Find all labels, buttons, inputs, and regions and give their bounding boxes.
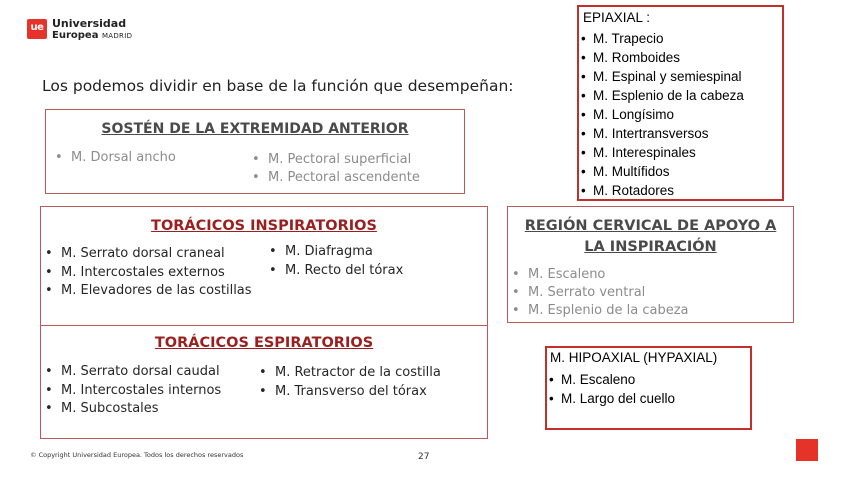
epiaxial-list bbox=[581, 29, 744, 200]
list-item: • M. Serrato ventral bbox=[508, 284, 689, 302]
list-item: • M. Retractor de la costilla bbox=[255, 364, 441, 383]
logo-name-line2 bbox=[52, 30, 132, 41]
support-forelimb-title: SOSTÉN DE LA EXTREMIDAD ANTERIOR bbox=[101, 121, 409, 137]
logo-name-line1: Universidad bbox=[52, 17, 127, 30]
hypaxial-box bbox=[545, 346, 752, 430]
list-item: • M. Pectoral ascendente bbox=[248, 169, 420, 187]
hypaxial-list bbox=[549, 370, 675, 408]
page-number: 27 bbox=[418, 452, 430, 462]
list-item: • M. Serrato dorsal caudal bbox=[41, 363, 221, 382]
thoracic-inspiratory-list-col2 bbox=[265, 243, 403, 280]
cervical-support-title-line2: LA INSPIRACIÓN bbox=[584, 239, 717, 255]
logo-name-europea: Europea bbox=[52, 30, 99, 41]
thoracic-expiratory-title: TORÁCICOS ESPIRATORIOS bbox=[154, 335, 374, 351]
list-item: • M. Esplenio de la cabeza bbox=[508, 302, 689, 320]
epiaxial-heading: EPIAXIAL : bbox=[583, 10, 651, 25]
list-item: • M. Interespinales bbox=[581, 143, 744, 162]
list-item: • M. Romboides bbox=[581, 48, 744, 67]
logo-mark-text: ue bbox=[30, 22, 44, 33]
cervical-support-box bbox=[507, 206, 794, 323]
list-item: • M. Intercostales internos bbox=[41, 382, 221, 401]
list-item: • M. Intercostales externos bbox=[41, 264, 252, 283]
list-item: • M. Recto del tórax bbox=[265, 262, 403, 281]
list-item: • M. Escaleno bbox=[549, 370, 675, 389]
list-item: • M. Esplenio de la cabeza bbox=[581, 86, 744, 105]
copyright-footer: © Copyright Universidad Europea. Todos los derechos reservados bbox=[30, 451, 244, 459]
list-item: • M. Elevadores de las costillas bbox=[41, 282, 252, 301]
list-item: • M. Largo del cuello bbox=[549, 389, 675, 408]
list-item: • M. Rotadores bbox=[581, 181, 744, 200]
thoracic-inspiratory-list-col1 bbox=[41, 245, 252, 301]
list-item: • M. Trapecio bbox=[581, 29, 744, 48]
list-item: • M. Escaleno bbox=[508, 266, 689, 284]
intro-text: Los podemos dividir en base de la función que desempeñan: bbox=[42, 77, 514, 95]
thoracic-inspiratory-title: TORÁCICOS INSPIRATORIOS bbox=[151, 218, 377, 234]
thoracic-inspiratory-box bbox=[40, 206, 488, 326]
list-item: • M. Longísimo bbox=[581, 105, 744, 124]
support-forelimb-list-col2 bbox=[248, 151, 420, 187]
list-item: • M. Subcostales bbox=[41, 400, 221, 419]
support-forelimb-box bbox=[45, 109, 465, 194]
thoracic-expiratory-list-col2 bbox=[255, 364, 441, 401]
hypaxial-heading: M. HIPOAXIAL (HYPAXIAL) bbox=[550, 350, 718, 365]
list-item: • M. Diafragma bbox=[265, 243, 403, 262]
logo-name-madrid: MADRID bbox=[101, 32, 133, 40]
thoracic-expiratory-list-col1 bbox=[41, 363, 221, 419]
list-item: • M. Dorsal ancho bbox=[51, 149, 176, 167]
brand-corner-square bbox=[796, 439, 818, 461]
list-item: • M. Multífidos bbox=[581, 162, 744, 181]
list-item: • M. Espinal y semiespinal bbox=[581, 67, 744, 86]
list-item: • M. Intertransversos bbox=[581, 124, 744, 143]
cervical-support-title-line1: REGIÓN CERVICAL DE APOYO A bbox=[524, 218, 777, 234]
university-logo-mark bbox=[27, 19, 47, 39]
list-item: • M. Pectoral superficial bbox=[248, 151, 420, 169]
list-item: • M. Serrato dorsal craneal bbox=[41, 245, 252, 264]
list-item: • M. Transverso del tórax bbox=[255, 383, 441, 402]
cervical-support-list bbox=[508, 266, 689, 320]
support-forelimb-list-col1 bbox=[51, 149, 176, 167]
thoracic-expiratory-box bbox=[40, 325, 488, 439]
epiaxial-box bbox=[577, 5, 784, 201]
